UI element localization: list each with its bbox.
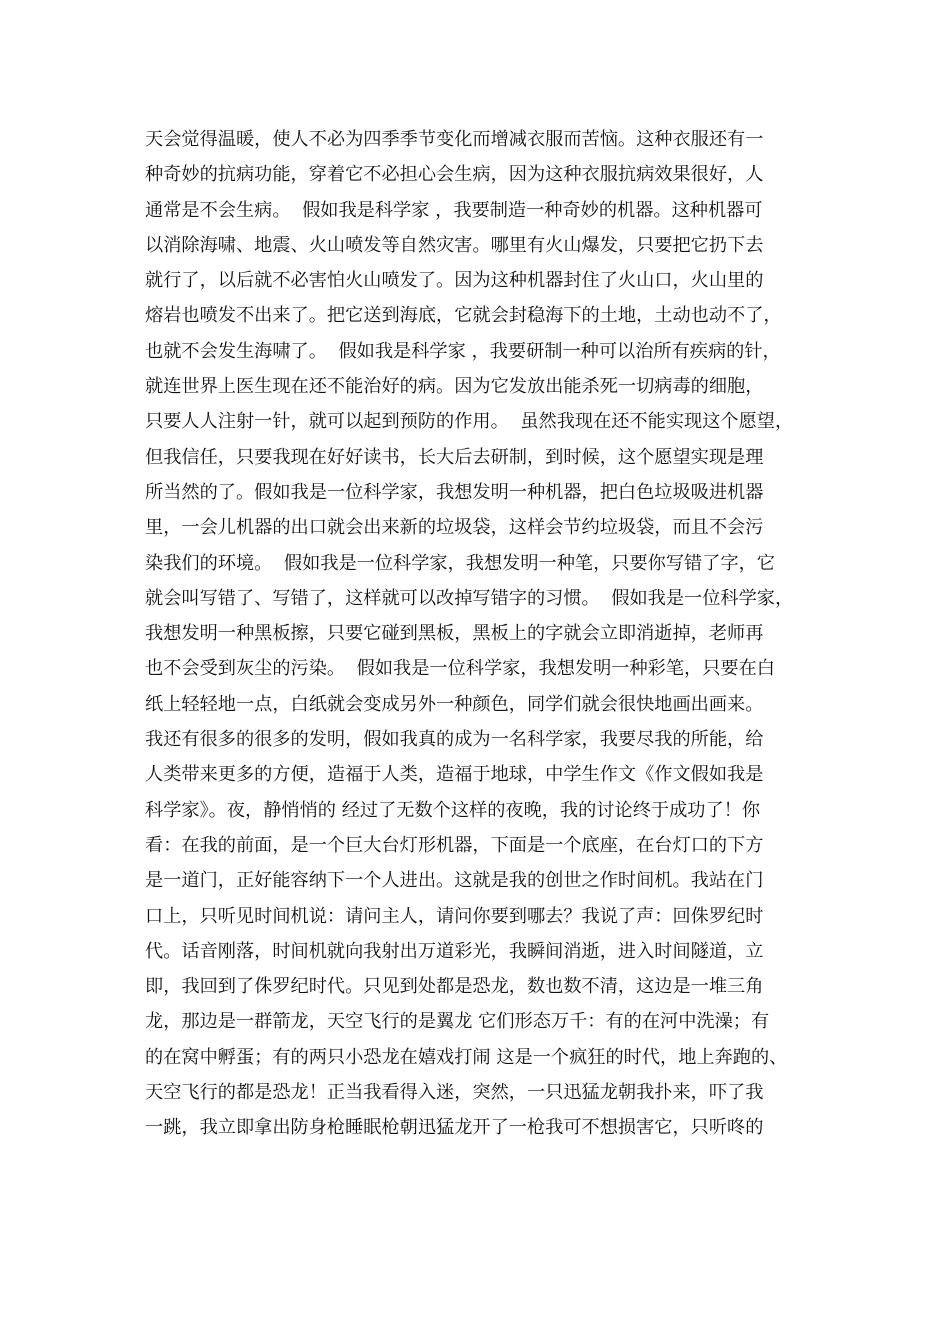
text-line: 但我信任，只要我现在好好读书，长大后去研制，到时候，这个愿望实现是理 bbox=[145, 446, 764, 468]
text-line: 也不会受到灰尘的污染。 假如我是一位科学家，我想发明一种彩笔，只要在白 bbox=[145, 658, 775, 680]
text-line: 的在窝中孵蛋；有的两只小恐龙在嬉戏打闹 这是一个疯狂的时代，地上奔跑的、 bbox=[145, 1046, 788, 1068]
text-line: 只要人人注射一针，就可以起到预防的作用。 虽然我现在还不能实现这个愿望， bbox=[145, 411, 794, 433]
text-line: 即，我回到了侏罗纪时代。只见到处都是恐龙，数也数不清，这边是一堆三角 bbox=[145, 976, 764, 998]
text-line: 以消除海啸、地震、火山喷发等自然灾害。哪里有火山爆发，只要把它扔下去 bbox=[145, 234, 764, 256]
text-line: 染我们的环境。 假如我是一位科学家，我想发明一种笔，只要你写错了字，它 bbox=[145, 552, 775, 574]
body-text bbox=[145, 122, 825, 1146]
text-line: 通常是不会生病。 假如我是科学家 ，我要制造一种奇妙的机器。这种机器可 bbox=[145, 199, 763, 221]
text-line: 天会觉得温暖，使人不必为四季季节变化而增减衣服而苦恼。这种衣服还有一 bbox=[145, 129, 764, 150]
text-line: 熔岩也喷发不出来了。把它送到海底，它就会封稳海下的土地，土动也动不了， bbox=[145, 305, 782, 327]
text-line: 科学家》。夜，静悄悄的 经过了无数个这样的夜晚，我的讨论终于成功了！你 bbox=[145, 799, 761, 821]
text-line: 就行了，以后就不必害怕火山喷发了。因为这种机器封住了火山口，火山里的 bbox=[145, 270, 764, 292]
text-line: 我还有很多的很多的发明，假如我真的成为一名科学家，我要尽我的所能，给 bbox=[145, 729, 764, 751]
text-line: 就连世界上医生现在还不能治好的病。因为它发放出能杀死一切病毒的细胞， bbox=[145, 376, 764, 398]
text-line: 里，一会儿机器的出口就会出来新的垃圾袋，这样会节约垃圾袋，而且不会污 bbox=[145, 517, 764, 539]
text-line: 一跳，我立即拿出防身枪睡眠枪朝迅猛龙开了一枪我可不想损害它，只听咚的 bbox=[145, 1117, 764, 1139]
text-line: 人类带来更多的方便，造福于人类，造福于地球，中学生作文《作文假如我是 bbox=[145, 764, 764, 786]
text-line: 龙，那边是一群箭龙，天空飞行的是翼龙 它们形态万千：有的在河中洗澡；有 bbox=[145, 1011, 770, 1033]
text-line: 口上，只听见时间机说：请问主人，请问你要到哪去？我说了声：回侏罗纪时 bbox=[145, 905, 764, 927]
text-line: 所当然的了。假如我是一位科学家，我想发明一种机器，把白色垃圾吸进机器 bbox=[145, 481, 764, 503]
text-line: 就会叫写错了、写错了，这样就可以改掉写错字的习惯。 假如我是一位科学家， bbox=[145, 587, 794, 609]
text-line: 代。话音刚落，时间机就向我射出万道彩光，我瞬间消逝，进入时间隧道，立 bbox=[145, 940, 764, 962]
text-line: 也就不会发生海啸了。 假如我是科学家 ，我要研制一种可以治所有疾病的针， bbox=[145, 340, 781, 362]
text-line: 看：在我的前面，是一个巨大台灯形机器，下面是一个底座，在台灯口的下方 bbox=[145, 834, 764, 856]
text-line: 天空飞行的都是恐龙！正当我看得入迷，突然，一只迅猛龙朝我扑来，吓了我 bbox=[145, 1082, 764, 1104]
text-line: 纸上轻轻地一点，白纸就会变成另外一种颜色，同学们就会很快地画出画来。 bbox=[145, 693, 764, 715]
text-line: 我想发明一种黑板擦，只要它碰到黑板，黑板上的字就会立即消逝掉，老师再 bbox=[145, 623, 764, 645]
text-line: 种奇妙的抗病功能，穿着它不必担心会生病，因为这种衣服抗病效果很好，人 bbox=[145, 164, 764, 186]
text-line: 是一道门，正好能容纳下一个人进出。这就是我的创世之作时间机。我站在门 bbox=[145, 870, 764, 892]
